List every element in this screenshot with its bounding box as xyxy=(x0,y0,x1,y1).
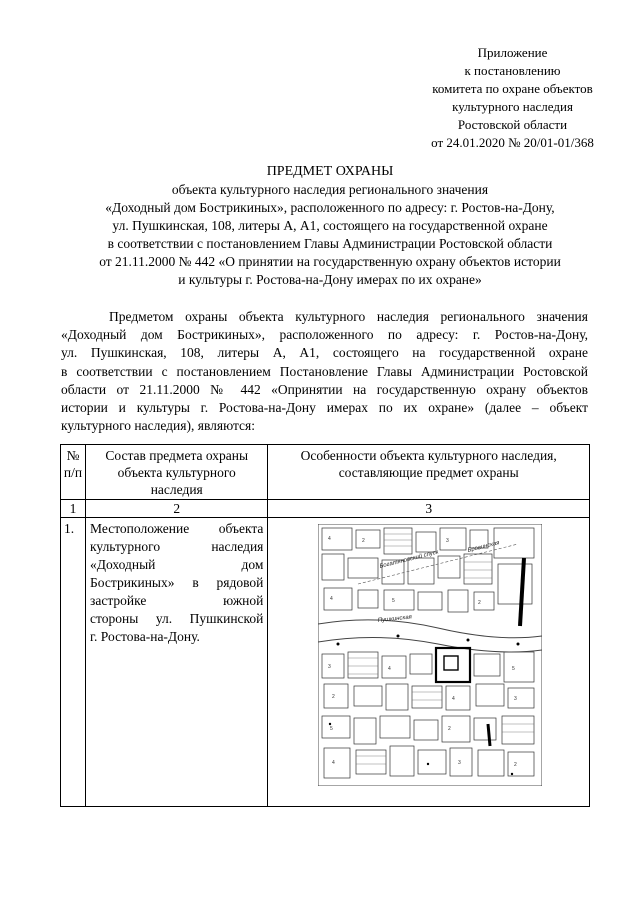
svg-text:2: 2 xyxy=(478,600,482,606)
description-line: культурного наследия xyxy=(90,539,264,554)
description-line: Бострикиных» в рядовой xyxy=(90,575,264,590)
intro-line: ул. Пушкинская, 108, литеры А, А1, состоящего на государственной охране xyxy=(61,345,588,361)
table-row xyxy=(61,518,590,807)
heading-line: и культуры г. Ростова-на-Дону имерах по их охране» xyxy=(178,272,482,287)
header-text: п/п xyxy=(63,465,83,480)
svg-text:4: 4 xyxy=(332,760,336,766)
column-number: 1 xyxy=(61,500,86,518)
location-description xyxy=(86,518,268,807)
svg-text:2: 2 xyxy=(514,762,518,768)
intro-line: в соответствии с постановлением Постановление Главы Администрации Ростовской xyxy=(61,363,588,379)
svg-text:2: 2 xyxy=(362,538,366,544)
description-line: застройке южной xyxy=(90,593,264,608)
intro-line: области от 21.11.2000 № 442 «Опринятии на государственную охрану объектов xyxy=(61,381,588,397)
appendix-line: комитета по охране объектов xyxy=(432,81,593,96)
header-number xyxy=(61,445,86,500)
svg-text:4: 4 xyxy=(328,536,332,542)
svg-text:4: 4 xyxy=(452,696,456,702)
table-header-row xyxy=(61,445,590,500)
site-plan-map xyxy=(318,524,542,786)
svg-text:2: 2 xyxy=(332,694,336,700)
description-line: г. Ростова-на-Дону. xyxy=(90,629,200,644)
heading-line: «Доходный дом Бострикиных», расположенного по адресу: г. Ростов-на-Дону, xyxy=(105,200,555,215)
appendix-block xyxy=(380,44,640,152)
svg-text:4: 4 xyxy=(388,666,392,672)
page-title: ПРЕДМЕТ ОХРАНЫ xyxy=(266,164,394,179)
svg-text:3: 3 xyxy=(514,696,518,702)
svg-text:2: 2 xyxy=(448,726,452,732)
map-label-street: Пушкинская xyxy=(377,614,413,624)
header-text: составляющие предмет охраны xyxy=(338,465,519,480)
header-text: № xyxy=(66,448,80,463)
column-number: 2 xyxy=(86,500,268,518)
description-line: «Доходный дом xyxy=(90,557,264,572)
svg-text:5: 5 xyxy=(330,726,334,732)
heading-line: от 21.11.2000 № 442 «О принятии на государственную охрану объектов истории xyxy=(99,254,561,269)
heading-block xyxy=(60,163,600,289)
column-number: 3 xyxy=(268,500,590,518)
svg-text:3: 3 xyxy=(328,664,332,670)
appendix-line: Ростовской области xyxy=(457,117,568,132)
svg-text:3: 3 xyxy=(458,760,462,766)
intro-line: Предметом охраны объекта культурного наследия регионального значения xyxy=(109,309,588,324)
map-cell xyxy=(268,518,590,807)
heading-line: ул. Пушкинская, 108, литеры А, А1, состоящего на государственной охране xyxy=(112,218,548,233)
header-text: объекта культурного xyxy=(117,465,236,480)
header-composition xyxy=(86,445,268,500)
intro-line: «Доходный дом Бострикиных», расположенного по адресу: г. Ростов-на-Дону, xyxy=(61,327,588,343)
svg-text:5: 5 xyxy=(512,666,516,672)
description-line: стороны ул. Пушкинской xyxy=(90,611,264,626)
svg-text:4: 4 xyxy=(330,596,334,602)
map-label-descent: Богатяновский спуск xyxy=(379,549,440,570)
row-number: 1. xyxy=(61,518,86,807)
svg-text:3: 3 xyxy=(446,538,450,544)
header-text: наследия xyxy=(150,482,203,497)
header-text: Особенности объекта культурного наследия, xyxy=(300,448,557,463)
intro-paragraph xyxy=(61,308,588,435)
header-text: Состав предмета охраны xyxy=(105,448,249,463)
protection-table xyxy=(60,444,590,807)
appendix-line: культурного наследия xyxy=(452,99,573,114)
appendix-date: от 24.01.2020 № 20/01-01/368 xyxy=(431,135,594,150)
heading-line: объекта культурного наследия регионального значения xyxy=(171,182,489,197)
appendix-line: к постановлению xyxy=(464,63,561,78)
map-label-street2: Бровинская xyxy=(467,540,501,554)
heading-line: в соответствии с постановлением Главы Администрации Ростовской области xyxy=(107,236,553,251)
svg-text:5: 5 xyxy=(392,598,396,604)
header-features xyxy=(268,445,590,500)
appendix-line: Приложение xyxy=(477,45,548,60)
description-line: Местоположение объекта xyxy=(90,521,264,536)
site-plan-drawing xyxy=(318,524,542,786)
table-number-row xyxy=(61,500,590,518)
intro-line: истории и культуры г. Ростова-на-Дону имерах по их охране» (далее – объект xyxy=(61,399,588,415)
intro-line: культурного наследия), являются: xyxy=(61,418,256,434)
